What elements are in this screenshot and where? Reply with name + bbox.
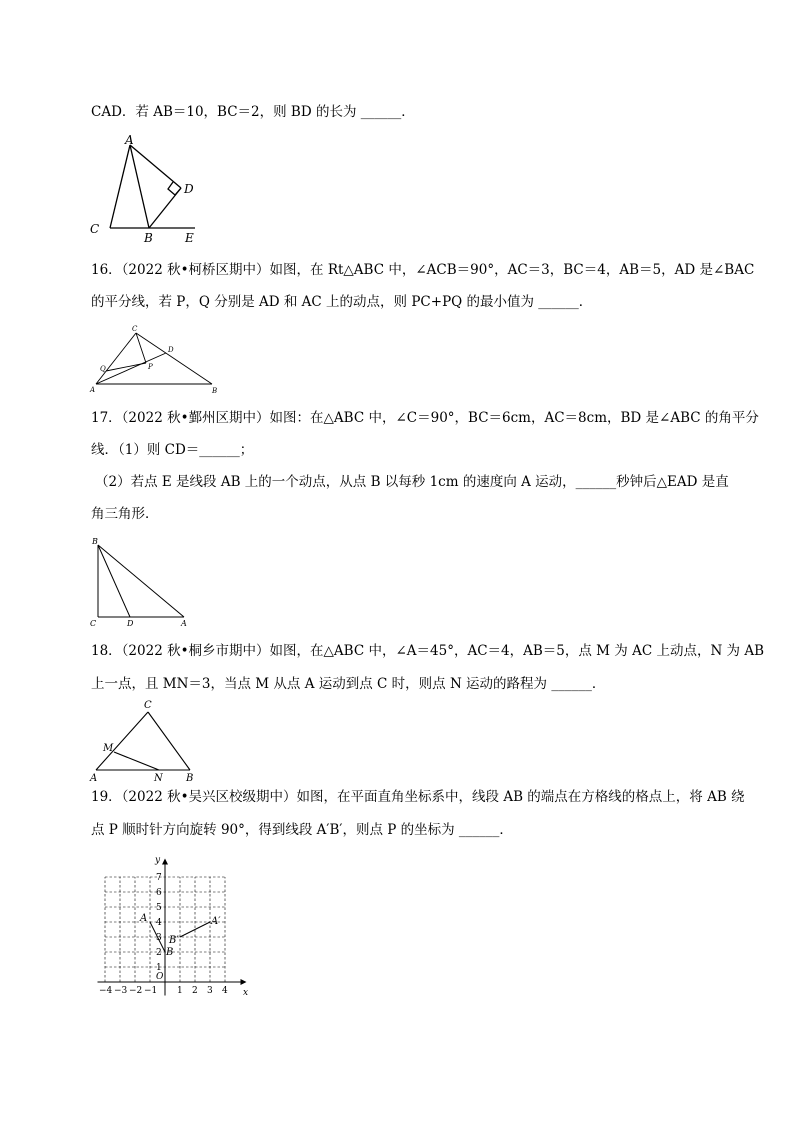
fig17-label-c: C bbox=[90, 619, 97, 628]
q16-line1: 16．（2022 秋•柯桥区期中）如图，在 Rt△ABC 中，∠ACB＝90°，AC＝3，BC＝4，AB＝5，AD 是∠BAC bbox=[91, 262, 755, 278]
fig18-label-c: C bbox=[144, 700, 152, 711]
x-axis-arrow bbox=[241, 979, 247, 985]
figure-18 bbox=[88, 697, 203, 787]
q17-line1: 17．（2022 秋•鄞州区期中）如图：在△ABC 中，∠C＝90°，BC＝6cm，AC＝8cm，BD 是∠ABC 的角平分 bbox=[91, 410, 759, 426]
point-a-label: A bbox=[140, 913, 148, 924]
x-tick-label: −1 bbox=[144, 986, 158, 996]
y-axis-arrow bbox=[162, 859, 168, 865]
fig16-label-b: B bbox=[212, 387, 218, 395]
fig15-label-e: E bbox=[185, 231, 194, 245]
figure-17 bbox=[88, 535, 193, 630]
q18-line2: 上一点，且 MN＝3，当点 M 从点 A 运动到点 C 时，则点 N 运动的路程为 ______． bbox=[91, 676, 606, 692]
figure-15 bbox=[85, 132, 205, 247]
q16-line2: 的平分线，若 P，Q 分别是 AD 和 AC 上的动点，则 PC+PQ 的最小值为 ______． bbox=[91, 294, 593, 310]
point-a-prime-label: A′ bbox=[211, 916, 221, 927]
q15-line2: CAD．若 AB＝10，BC＝2，则 BD 的长为 ______． bbox=[91, 104, 415, 120]
fig18-label-b: B bbox=[186, 773, 194, 784]
fig16-label-c: C bbox=[132, 325, 138, 333]
fig15-label-b: B bbox=[144, 231, 153, 245]
fig17-label-b: B bbox=[92, 537, 98, 546]
q19-line2: 点 P 顺时针方向旋转 90°，得到线段 A′B′，则点 P 的坐标为 ______． bbox=[91, 822, 513, 838]
q19-line1: 19．（2022 秋•吴兴区校级期中）如图，在平面直角坐标系中，线段 AB 的端点在方格线的格点上，将 AB 绕 bbox=[91, 789, 745, 805]
fig17-label-d: D bbox=[127, 619, 134, 628]
x-tick-label: −2 bbox=[129, 986, 143, 996]
origin-label: O bbox=[156, 972, 164, 982]
point-b-label: B bbox=[166, 947, 174, 958]
fig16-label-d: D bbox=[168, 346, 174, 354]
fig17-label-a: A bbox=[181, 619, 187, 628]
point-b-prime-label: B′ bbox=[169, 935, 179, 946]
q17-line4: 角三角形． bbox=[91, 506, 159, 522]
q17-line3: （2）若点 E 是线段 AB 上的一个动点，从点 B 以每秒 1cm 的速度向 A 运动，______秒钟后△EAD 是直 bbox=[95, 474, 729, 490]
y-tick-label: 6 bbox=[156, 888, 162, 898]
x-tick-label: −3 bbox=[114, 986, 128, 996]
fig18-label-m: M bbox=[103, 743, 114, 754]
figure-16 bbox=[88, 322, 223, 397]
x-tick-label: 1 bbox=[177, 986, 183, 996]
y-tick-label: 4 bbox=[156, 918, 162, 928]
x-tick-label: −4 bbox=[99, 986, 113, 996]
y-tick-label: 2 bbox=[156, 948, 162, 958]
q18-line1: 18．（2022 秋•桐乡市期中）如图，在△ABC 中，∠A＝45°，AC＝4，AB＝5，点 M 为 AC 上动点，N 为 AB bbox=[91, 643, 765, 659]
fig16-label-q: Q bbox=[100, 365, 106, 373]
fig18-label-n: N bbox=[154, 773, 163, 784]
y-tick-label: 7 bbox=[156, 873, 162, 883]
fig15-label-a: A bbox=[125, 133, 134, 147]
x-tick-label: 2 bbox=[192, 986, 198, 996]
fig15-label-d: D bbox=[184, 182, 194, 196]
q17-line2: 线．（1）则 CD＝______； bbox=[91, 442, 254, 458]
fig15-label-c: C bbox=[90, 222, 100, 236]
y-tick-label: 1 bbox=[156, 963, 162, 973]
fig16-label-a: A bbox=[90, 386, 96, 394]
y-tick-label: 5 bbox=[156, 903, 162, 913]
fig16-label-p: P bbox=[148, 363, 153, 371]
x-tick-label: 4 bbox=[222, 986, 228, 996]
x-axis-label: x bbox=[243, 988, 249, 998]
figure-19-coordinate-grid bbox=[85, 852, 255, 1004]
fig18-label-a: A bbox=[90, 773, 98, 784]
y-tick-label: 3 bbox=[156, 933, 162, 943]
x-tick-label: 3 bbox=[207, 986, 213, 996]
y-axis-label: y bbox=[155, 855, 161, 866]
